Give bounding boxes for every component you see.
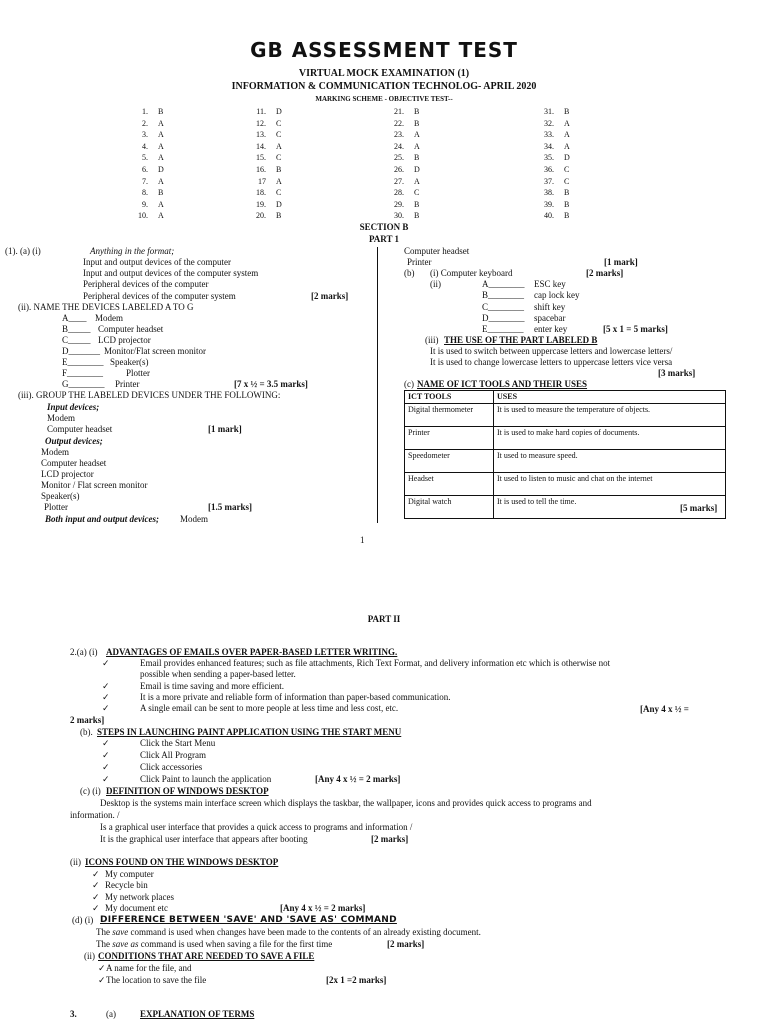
answer-letter: B xyxy=(158,107,164,116)
input-marks: [1 mark] xyxy=(208,424,242,434)
check-icon: ✓ xyxy=(102,762,110,772)
answer-column-3 xyxy=(374,106,434,222)
table-row xyxy=(405,427,726,450)
device-label: F________ xyxy=(62,368,104,378)
output-item: Monitor / Flat screen monitor xyxy=(41,480,148,490)
tool-name: Printer xyxy=(405,427,494,450)
answer-row xyxy=(374,176,434,188)
answer-row xyxy=(236,176,296,188)
q2dii-item: The location to save the file xyxy=(106,975,207,985)
check-icon: ✓ xyxy=(102,703,110,713)
question-number: 5. xyxy=(142,153,148,163)
q2c-label: (c) (i) xyxy=(80,786,101,796)
answer-letter: D xyxy=(276,107,282,116)
question-number: 27. xyxy=(394,176,404,186)
section-title: SECTION B xyxy=(359,222,409,232)
answer-row xyxy=(374,141,434,153)
answer-letter: B xyxy=(276,164,282,174)
answer-letter: B xyxy=(564,188,570,198)
q2a-marks: 2 marks] xyxy=(70,715,105,725)
right-top-marks: [1 mark] xyxy=(604,257,638,267)
q2d-marks: [2 marks] xyxy=(387,939,425,949)
question-number: 30. xyxy=(394,211,404,221)
answer-letter: C xyxy=(276,153,282,163)
answer-row xyxy=(524,176,584,188)
question-number: 21. xyxy=(394,107,404,116)
question-number: 33. xyxy=(544,130,554,140)
answer-row xyxy=(374,187,434,199)
check-icon: ✓ xyxy=(102,692,110,702)
q3-label: 3. xyxy=(70,1009,77,1019)
q1-marks: [2 marks] xyxy=(311,291,349,301)
answer-letter: A xyxy=(276,141,282,151)
q2a-marks: [Any 4 x ½ = xyxy=(640,704,689,714)
question-number: 35. xyxy=(544,153,554,163)
q2d-title: DIFFERENCE BETWEEN 'SAVE' AND 'SAVE AS' COMMAND xyxy=(100,915,397,925)
answer-letter: D xyxy=(564,153,570,163)
key-name: ESC key xyxy=(534,279,566,289)
output-item: Computer headset xyxy=(41,458,107,468)
q1-item: Peripheral devices of the computer system xyxy=(83,291,236,301)
answer-row xyxy=(236,152,296,164)
question-number: 14. xyxy=(256,141,266,151)
device-name: Printer xyxy=(115,379,140,389)
answer-letter: D xyxy=(158,164,164,174)
q2cii-item: Recycle bin xyxy=(105,880,148,890)
answer-row xyxy=(374,118,434,130)
device-label: A____ xyxy=(62,313,87,323)
question-number: 10. xyxy=(138,211,148,221)
b-ii: (ii) xyxy=(430,279,441,289)
q2c-line: Desktop is the systems main interface screen which displays the taskbar, the wallpaper, icons and provides quick access to programs and xyxy=(100,798,592,808)
key-label: A________ xyxy=(482,279,525,289)
answer-row xyxy=(374,210,434,222)
answer-row xyxy=(118,187,178,199)
answer-row xyxy=(118,199,178,211)
b-iii-title: THE USE OF THE PART LABELED B xyxy=(444,335,598,345)
both-heading: Both input and output devices; xyxy=(45,514,160,524)
q2c-line: Is a graphical user interface that provides a quick access to programs and information / xyxy=(100,822,413,832)
question-number: 22. xyxy=(394,118,404,128)
q2a-item: It is a more private and reliable form of information than paper-based communication. xyxy=(140,692,451,702)
b-iii-line: It is used to change lowercase letters to uppercase letters vice versa xyxy=(430,357,673,367)
answer-row xyxy=(374,164,434,176)
answer-letter: B xyxy=(276,211,282,221)
check-icon: ✓ xyxy=(92,880,100,890)
device-name: Monitor/Flat screen monitor xyxy=(104,346,206,356)
question-number: 26. xyxy=(394,164,404,174)
q2a-title: ADVANTAGES OF EMAILS OVER PAPER-BASED LETTER WRITING. xyxy=(106,647,398,657)
device-name: Computer headset xyxy=(98,324,164,334)
page-title: GB ASSESSMENT TEST xyxy=(250,38,518,62)
table-marks: [5 marks] xyxy=(680,503,718,513)
answer-letter: B xyxy=(414,199,420,209)
check-icon: ✓ xyxy=(92,869,100,879)
answer-row xyxy=(236,141,296,153)
input-item: Modem xyxy=(47,413,75,423)
answer-letter: C xyxy=(414,188,420,198)
tool-use: It is used to tell the time. xyxy=(494,496,726,519)
question-number: 11. xyxy=(256,107,266,116)
column-divider xyxy=(377,247,378,523)
q3-sub: (a) xyxy=(106,1009,116,1019)
device-name: Modem xyxy=(95,313,123,323)
answer-letter: A xyxy=(158,141,164,151)
check-icon: ✓ xyxy=(92,903,100,913)
q2cii-title: ICONS FOUND ON THE WINDOWS DESKTOP xyxy=(85,857,279,867)
answer-letter: A xyxy=(564,130,570,140)
check-icon: ✓ xyxy=(102,750,110,760)
tool-use: It is used to measure the temperature of objects. xyxy=(494,404,726,427)
answer-row xyxy=(524,187,584,199)
answer-letter: C xyxy=(276,130,282,140)
tool-use: It used to measure speed. xyxy=(494,450,726,473)
answer-letter: C xyxy=(564,176,570,186)
answer-row xyxy=(524,210,584,222)
answer-letter: A xyxy=(276,176,282,186)
answer-letter: B xyxy=(414,118,420,128)
output-item: Modem xyxy=(41,447,69,457)
q2a-item: possible when sending a paper-based letter. xyxy=(140,669,296,679)
output-heading: Output devices; xyxy=(45,436,103,446)
question-number: 19. xyxy=(256,199,266,209)
key-name: spacebar xyxy=(534,313,566,323)
q2b-title: STEPS IN LAUNCHING PAINT APPLICATION USING THE START MENU xyxy=(97,727,402,737)
table-row xyxy=(405,450,726,473)
answer-row xyxy=(118,141,178,153)
tool-use: It is used to make hard copies of documents. xyxy=(494,427,726,450)
input-heading: Input devices; xyxy=(47,402,100,412)
subject-title: INFORMATION & COMMUNICATION TECHNOLOG- APRIL 2020 xyxy=(231,81,537,92)
q2a-item: A single email can be sent to more people at less time and less cost, etc. xyxy=(140,703,399,713)
answer-letter: B xyxy=(414,107,420,116)
answer-row xyxy=(524,106,584,118)
key-label: C________ xyxy=(482,302,525,312)
answer-letter: B xyxy=(158,188,164,198)
ict-tools-table xyxy=(404,390,726,519)
device-label: G________ xyxy=(62,379,105,389)
question-number: 12. xyxy=(256,118,266,128)
answer-row xyxy=(524,141,584,153)
answer-row xyxy=(118,164,178,176)
answer-row xyxy=(118,118,178,130)
check-icon: ✓ xyxy=(102,774,110,784)
q2cii-label: (ii) xyxy=(70,857,81,867)
tool-use: It used to listen to music and chat on the internet xyxy=(494,473,726,496)
question-number: 28. xyxy=(394,188,404,198)
q3-title: EXPLANATION OF TERMS xyxy=(140,1009,255,1019)
question-number: 15. xyxy=(256,153,266,163)
answer-letter: C xyxy=(276,188,282,198)
answer-letter: A xyxy=(158,211,164,221)
q2a-item: Email is time saving and more efficient. xyxy=(140,681,285,691)
answer-letter: A xyxy=(158,118,164,128)
right-top-item: Computer headset xyxy=(404,246,470,256)
device-label: C_____ xyxy=(62,335,91,345)
tool-name: Digital thermometer xyxy=(405,404,494,427)
page-number: 1 xyxy=(360,535,365,545)
question-number: 2. xyxy=(142,118,148,128)
question-number: 6. xyxy=(142,164,148,174)
question-number: 18. xyxy=(256,188,266,198)
answer-letter: B xyxy=(564,211,570,221)
question-number: 36. xyxy=(544,164,554,174)
output-item: LCD projector xyxy=(41,469,94,479)
check-icon: ✓ xyxy=(102,738,110,748)
q1-item: Peripheral devices of the computer xyxy=(83,279,209,289)
question-number: 31. xyxy=(544,107,554,116)
question-number: 9. xyxy=(142,199,148,209)
question-number: 17 xyxy=(258,176,266,186)
question-number: 39. xyxy=(544,199,554,209)
answer-row xyxy=(524,129,584,141)
q2dii-label: (ii) xyxy=(84,951,95,961)
device-name: LCD projector xyxy=(98,335,151,345)
q2a-label: 2.(a) (i) xyxy=(70,647,98,657)
c-label: (c) xyxy=(404,379,414,389)
b-iii-label: (iii) xyxy=(425,335,439,345)
table-row xyxy=(405,473,726,496)
question-number: 29. xyxy=(394,199,404,209)
answer-letter: B xyxy=(414,153,420,163)
q2b-label: (b). xyxy=(80,727,93,737)
answer-row xyxy=(524,164,584,176)
question-number: 32. xyxy=(544,118,554,128)
answer-row xyxy=(236,164,296,176)
answer-letter: C xyxy=(276,118,282,128)
answer-letter: A xyxy=(564,141,570,151)
q2b-item: Click the Start Menu xyxy=(140,738,216,748)
q2b-item: Click accessories xyxy=(140,762,203,772)
answer-letter: A xyxy=(158,153,164,163)
tool-name: Headset xyxy=(405,473,494,496)
key-name: shift key xyxy=(534,302,566,312)
b-i: (i) Computer keyboard xyxy=(430,268,513,278)
q1-item: Input and output devices of the computer xyxy=(83,257,231,267)
answer-letter: B xyxy=(564,107,570,116)
question-number: 8. xyxy=(142,188,148,198)
answer-row xyxy=(524,118,584,130)
answer-row xyxy=(118,152,178,164)
answer-row xyxy=(236,118,296,130)
q1-intro: Anything in the format; xyxy=(90,246,175,256)
q2cii-marks: [Any 4 x ½ = 2 marks] xyxy=(280,903,366,913)
answer-letter: C xyxy=(564,164,570,174)
key-label: E________ xyxy=(482,324,524,334)
answer-letter: A xyxy=(414,176,420,186)
answer-letter: A xyxy=(414,141,420,151)
answer-letter: D xyxy=(276,199,282,209)
output-item: Plotter xyxy=(44,502,68,512)
question-number: 24. xyxy=(394,141,404,151)
key-name: enter key xyxy=(534,324,568,334)
check-icon: ✓ xyxy=(102,658,110,668)
input-item: Computer headset xyxy=(47,424,113,434)
question-number: 38. xyxy=(544,188,554,198)
device-label: D_______ xyxy=(62,346,100,356)
q1-item: Input and output devices of the computer system xyxy=(83,268,259,278)
device-label: E________ xyxy=(62,357,104,367)
answer-letter: A xyxy=(158,199,164,209)
part-title: PART 1 xyxy=(368,234,400,244)
question-number: 4. xyxy=(142,141,148,151)
q1-iii-heading: (iii). GROUP THE LABELED DEVICES UNDER THE FOLLOWING: xyxy=(18,390,281,400)
output-marks: [1.5 marks] xyxy=(208,502,252,512)
question-number: 3. xyxy=(142,130,148,140)
q2c-line: information. / xyxy=(70,810,120,820)
q2c-marks: [2 marks] xyxy=(371,834,409,844)
q2cii-item: My document etc xyxy=(105,903,168,913)
device-name: Speaker(s) xyxy=(110,357,149,367)
check-icon: ✓ xyxy=(102,681,110,691)
check-icon: ✓ xyxy=(98,975,106,985)
key-label: D________ xyxy=(482,313,525,323)
answer-column-4 xyxy=(524,106,584,222)
answer-letter: A xyxy=(414,130,420,140)
q2d-line: The save command is used when changes have been made to the contents of an already existing document. xyxy=(96,927,481,937)
q1-label: (1). (a) (i) xyxy=(5,246,41,256)
exam-title: VIRTUAL MOCK EXAMINATION (1) xyxy=(298,68,470,79)
right-top-item: Printer xyxy=(407,257,432,267)
answer-letter: A xyxy=(158,130,164,140)
keys-marks: [5 x 1 = 5 marks] xyxy=(603,324,668,334)
b-iii-marks: [3 marks] xyxy=(658,368,696,378)
question-number: 16. xyxy=(256,164,266,174)
answer-row xyxy=(118,176,178,188)
q2b-item: Click All Program xyxy=(140,750,206,760)
table-header: USES xyxy=(494,391,726,404)
answer-row xyxy=(236,187,296,199)
answer-row xyxy=(524,152,584,164)
key-name: cap lock key xyxy=(534,290,580,300)
q2dii-title: CONDITIONS THAT ARE NEEDED TO SAVE A FILE xyxy=(98,951,315,961)
scheme-title: MARKING SCHEME - OBJECTIVE TEST-- xyxy=(315,95,453,103)
c-title: NAME OF ICT TOOLS AND THEIR USES xyxy=(417,379,588,389)
answer-letter: B xyxy=(564,199,570,209)
tool-name: Speedometer xyxy=(405,450,494,473)
answer-letter: B xyxy=(414,211,420,221)
answer-column-1 xyxy=(118,106,178,222)
q2b-item: Click Paint to launch the application xyxy=(140,774,272,784)
question-number: 1. xyxy=(142,107,148,116)
q2c-title: DEFINITION OF WINDOWS DESKTOP xyxy=(106,786,269,796)
question-number: 37. xyxy=(544,176,554,186)
key-label: B________ xyxy=(482,290,525,300)
table-header: ICT TOOLS xyxy=(405,391,494,404)
question-number: 40. xyxy=(544,211,554,221)
tool-name: Digital watch xyxy=(405,496,494,519)
answer-row xyxy=(374,129,434,141)
check-icon: ✓ xyxy=(98,963,106,973)
answer-row xyxy=(236,199,296,211)
answer-row xyxy=(524,199,584,211)
part2-title: PART II xyxy=(367,614,401,624)
question-number: 20. xyxy=(256,211,266,221)
check-icon: ✓ xyxy=(92,892,100,902)
both-value: Modem xyxy=(180,514,208,524)
q2dii-marks: [2x 1 =2 marks] xyxy=(326,975,387,985)
devices-marks: [7 x ½ = 3.5 marks] xyxy=(234,379,308,389)
q2dii-item: A name for the file, and xyxy=(106,963,192,973)
b-label: (b) xyxy=(404,268,415,278)
device-name: Plotter xyxy=(126,368,150,378)
q2cii-item: My network places xyxy=(105,892,174,902)
question-number: 13. xyxy=(256,130,266,140)
q2d-label: (d) (i) xyxy=(72,915,94,925)
answer-letter: A xyxy=(158,176,164,186)
question-number: 25. xyxy=(394,153,404,163)
answer-row xyxy=(236,106,296,118)
b-i-marks: [2 marks] xyxy=(586,268,624,278)
q2c-line: It is the graphical user interface that appears after booting xyxy=(100,834,308,844)
answer-row xyxy=(236,210,296,222)
question-number: 23. xyxy=(394,130,404,140)
table-row xyxy=(405,404,726,427)
answer-row xyxy=(374,106,434,118)
table-row xyxy=(405,496,726,519)
answer-row xyxy=(118,129,178,141)
q2a-item: Email provides enhanced features; such as file attachments, Rich Text Format, and delivery information etc which is otherwise not xyxy=(140,658,611,668)
answer-letter: D xyxy=(414,164,420,174)
answer-row xyxy=(118,106,178,118)
q2cii-item: My computer xyxy=(105,869,154,879)
answer-row xyxy=(374,152,434,164)
b-iii-line: It is used to switch between uppercase letters and lowercase letters/ xyxy=(430,346,673,356)
question-number: 7. xyxy=(142,176,148,186)
answer-row xyxy=(236,129,296,141)
answer-column-2 xyxy=(236,106,296,222)
answer-letter: A xyxy=(564,118,570,128)
question-number: 34. xyxy=(544,141,554,151)
q2d-line: The save as command is used when saving a file for the first time xyxy=(96,939,333,949)
q1-ii-heading: (ii). NAME THE DEVICES LABELED A TO G xyxy=(18,302,194,312)
q2b-marks: [Any 4 x ½ = 2 marks] xyxy=(315,774,401,784)
output-item: Speaker(s) xyxy=(41,491,80,501)
answer-row xyxy=(118,210,178,222)
answer-row xyxy=(374,199,434,211)
device-label: B_____ xyxy=(62,324,91,334)
